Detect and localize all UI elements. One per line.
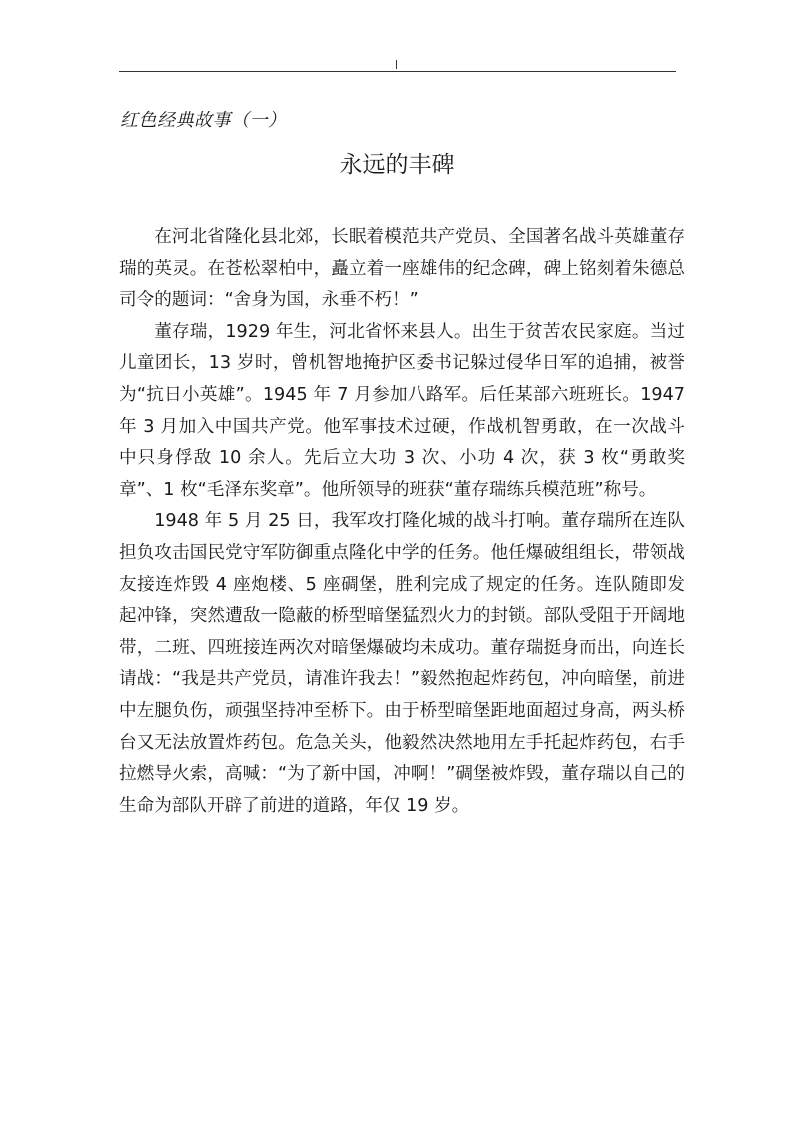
paragraph: 在河北省隆化县北郊，长眠着模范共产党员、全国著名战斗英雄董存瑞的英灵。在苍松翠柏中，矗立着一座雄伟的纪念碑，碑上铭刻着朱德总司令的题词：“舍身为国，永垂不朽！” — [119, 227, 685, 311]
series-title: 红色经典故事（一） — [120, 110, 287, 131]
paragraph: 董存瑞，1929 年生，河北省怀来县人。出生于贫苦农民家庭。当过儿童团长，13 岁时，曾机智地掩护区委书记躲过侵华日军的追捕，被誉为“抗日小英雄”。1945 年 7 月参加八路军。后任某部六班班长。1947 年 3 月加入中国共产党。他军事技术过硬，作战机智勇敢，在一次战斗中只身俘敌 10 余人。先后立大功 3 次、小功 4 次，获 3 枚“勇敢奖章”、1 枚“毛泽东奖章”。他所领导的班获“董存瑞练兵模范班”称号。 — [119, 321, 685, 500]
article-title: 永远的丰碑 — [339, 152, 455, 178]
paragraph: 1948 年 5 月 25 日，我军攻打隆化城的战斗打响。董存瑞所在连队担负攻击国民党守军防御重点隆化中学的任务。他任爆破组组长，带领战友接连炸毁 4 座炮楼、5 座碉堡，胜利完成了规定的任务。连队随即发起冲锋，突然遭敌一隐蔽的桥型暗堡猛烈火力的封锁。部队受阻于开阔地带，二班、四班接连两次对暗堡爆破均未成功。董存瑞挺身而出，向连长请战：“我是共产党员，请准许我去！”毅然抱起炸药包，冲向暗堡，前进中左腿负伤，顽强坚持冲至桥下。由于桥型暗堡距地面超过身高，两头桥台又无法放置炸药包。危急关头，他毅然决然地用左手托起炸药包，右手拉燃导火索，高喊：“为了新中国，冲啊！”碉堡被炸毁，董存瑞以自己的生命为部队开辟了前进的道路，年仅 19 岁。 — [119, 511, 685, 816]
header-page-marker — [396, 60, 397, 69]
header-rule — [119, 71, 676, 72]
article-body — [119, 222, 685, 822]
